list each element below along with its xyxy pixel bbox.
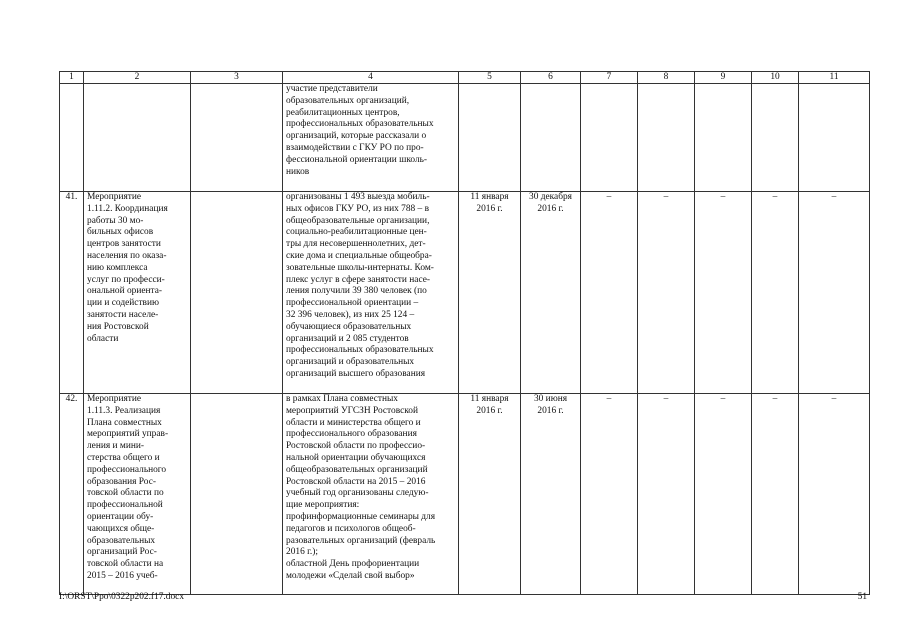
text-line: 2016 г.	[476, 203, 503, 214]
cell-col10: –	[752, 192, 799, 394]
text-line: молодежи «Сделай свой выбор»	[286, 570, 415, 581]
cell-start-date	[459, 192, 521, 394]
text-line: областной День профориентации	[286, 559, 420, 570]
cell-col11: –	[799, 192, 870, 394]
table-row	[60, 394, 870, 595]
cell-col9: –	[695, 394, 752, 595]
text-line: области и министерства общего и	[286, 417, 421, 428]
text-line: образовательных	[87, 535, 156, 546]
text-line: ных офисов ГКУ РО, из них 788 – в	[286, 203, 429, 214]
text-line: взаимодействии с ГКУ РО по про-	[286, 142, 424, 153]
text-line: учебный год организованы следую-	[286, 488, 429, 499]
text-line: реабилитационных центров,	[286, 107, 400, 118]
cell-col10: –	[752, 394, 799, 595]
text-line: 30 июня	[533, 394, 568, 404]
text-line: общеобразовательных организаций	[286, 464, 428, 475]
header-cell: 11	[799, 72, 870, 84]
text-line: образования Рос-	[87, 476, 156, 487]
text-line: 32 396 человек), из них 25 124 –	[286, 309, 415, 320]
text-line: стерства общего и	[87, 452, 160, 463]
header-cell: 8	[638, 72, 695, 84]
text-line: 1.11.3. Реализация	[87, 405, 161, 416]
cell-num: 42.	[60, 394, 84, 595]
text-line: ональной ориента-	[87, 286, 163, 297]
cell-col7	[581, 84, 638, 192]
text-line: населения по оказа-	[87, 250, 167, 261]
header-cell: 3	[191, 72, 283, 84]
cell-end	[521, 84, 581, 192]
text-line: 2016 г.	[537, 203, 564, 214]
text-line: ские дома и специальные общеобра-	[286, 250, 432, 261]
text-line: 1.11.2. Координация	[87, 203, 168, 214]
text-line: Плана совместных	[87, 417, 162, 428]
text-line: профессионального	[87, 464, 167, 475]
text-line: профессиональных образовательных	[286, 345, 434, 356]
text-line: ния Ростовской	[87, 321, 149, 332]
text-line: области	[87, 333, 119, 344]
text-line: в рамках Плана совместных	[286, 394, 398, 404]
text-line: профессиональных образовательных	[286, 119, 434, 130]
text-line: 11 января	[470, 394, 509, 404]
cell-col9	[695, 84, 752, 192]
text-line: Мероприятие	[87, 192, 142, 202]
text-line: ления получили 39 380 человек (по	[286, 286, 427, 297]
text-line: участие представители	[286, 84, 378, 94]
text-line: ориентации обу-	[87, 511, 154, 522]
text-line: ников	[286, 166, 310, 177]
text-line: 2016 г.	[476, 405, 503, 416]
text-line: профессиональной ориентации –	[286, 298, 419, 309]
header-cell: 1	[60, 72, 84, 84]
text-line: работы 30 мо-	[87, 215, 144, 226]
text-line: организаций Рос-	[87, 547, 157, 558]
cell-end-date	[521, 394, 581, 595]
text-line: общеобразовательные организации,	[286, 215, 430, 226]
cell-col3	[191, 84, 283, 192]
text-line: профессиональной	[87, 500, 163, 511]
text-line: щие мероприятия:	[286, 500, 360, 511]
text-line: товской области на	[87, 559, 164, 570]
text-line: 30 декабря	[529, 192, 572, 202]
text-line: 2016 г.);	[286, 547, 318, 558]
cell-result	[283, 394, 459, 595]
text-line: социально-реабилитационные цен-	[286, 227, 427, 238]
text-line: образовательных организаций,	[286, 95, 410, 106]
text-line: разовательных организаций (февраль	[286, 535, 436, 546]
text-line: фессиональной ориентации школь-	[286, 154, 428, 165]
cell-col11: –	[799, 394, 870, 595]
text-line: профинформационные семинары для	[286, 511, 436, 522]
footer-page-number: 51	[857, 592, 867, 602]
text-line: Мероприятие	[87, 394, 142, 404]
text-line: чающихся обще-	[87, 523, 155, 534]
text-line: профессионального образования	[286, 429, 417, 440]
report-table	[59, 71, 870, 595]
header-cell: 10	[752, 72, 799, 84]
text-line: педагогов и психологов общеоб-	[286, 523, 416, 534]
text-line: мероприятий УГСЗН Ростовской	[286, 405, 419, 416]
cell-col8: –	[638, 192, 695, 394]
cell-event	[84, 192, 191, 394]
cell-col7: –	[581, 192, 638, 394]
text-line: центров занятости	[87, 239, 161, 250]
text-line: 11 января	[470, 192, 509, 202]
cell-result	[283, 84, 459, 192]
text-line: мероприятий управ-	[87, 429, 169, 440]
cell-num	[60, 84, 84, 192]
cell-col9: –	[695, 192, 752, 394]
cell-start-date	[459, 394, 521, 595]
header-cell: 9	[695, 72, 752, 84]
text-line: организаций и 2 085 студентов	[286, 333, 409, 344]
cell-result	[283, 192, 459, 394]
text-line: ления и мини-	[87, 441, 144, 452]
header-cell: 7	[581, 72, 638, 84]
table-header-row	[60, 72, 870, 84]
text-line: нию комплекса	[87, 262, 148, 273]
text-line: зовательные школы-интернаты. Ком-	[286, 262, 434, 273]
text-line: бильных офисов	[87, 227, 154, 238]
cell-num: 41.	[60, 192, 84, 394]
text-line: нальной ориентации обучающихся	[286, 452, 426, 463]
text-line: занятости населе-	[87, 309, 159, 320]
header-cell: 2	[84, 72, 191, 84]
text-line: Ростовской области на 2015 – 2016	[286, 476, 426, 487]
table-row	[60, 192, 870, 394]
text-line: услуг по професси-	[87, 274, 165, 285]
cell-col7: –	[581, 394, 638, 595]
text-line: ции и содействию	[87, 298, 159, 309]
cell-col10	[752, 84, 799, 192]
cell-event	[84, 394, 191, 595]
text-line: плекс услуг в сфере занятости насе-	[286, 274, 431, 285]
cell-col8	[638, 84, 695, 192]
text-line: 2015 – 2016 учеб-	[87, 570, 158, 581]
text-line: 2016 г.	[537, 405, 564, 416]
text-line: организованы 1 493 выезда мобиль-	[286, 192, 430, 202]
text-line: Ростовской области по профессио-	[286, 441, 426, 452]
text-line: организаций высшего образования	[286, 368, 426, 379]
text-line: обучающиеся образовательных	[286, 321, 412, 332]
cell-col11	[799, 84, 870, 192]
text-line: тры для несовершеннолетних, дет-	[286, 239, 426, 250]
text-line: товской области по	[87, 488, 164, 499]
header-cell: 4	[283, 72, 459, 84]
cell-end-date	[521, 192, 581, 394]
footer-file-path: I:\ORST\Ppo\0322p202.f17.docx	[59, 592, 185, 602]
cell-event	[84, 84, 191, 192]
cell-col8: –	[638, 394, 695, 595]
text-line: организаций и образовательных	[286, 357, 415, 368]
cell-start	[459, 84, 521, 192]
cell-col3	[191, 192, 283, 394]
header-cell: 5	[459, 72, 521, 84]
text-line: организаций, которые рассказали о	[286, 131, 427, 142]
header-cell: 6	[521, 72, 581, 84]
cell-col3	[191, 394, 283, 595]
table-row-continuation	[60, 84, 870, 192]
